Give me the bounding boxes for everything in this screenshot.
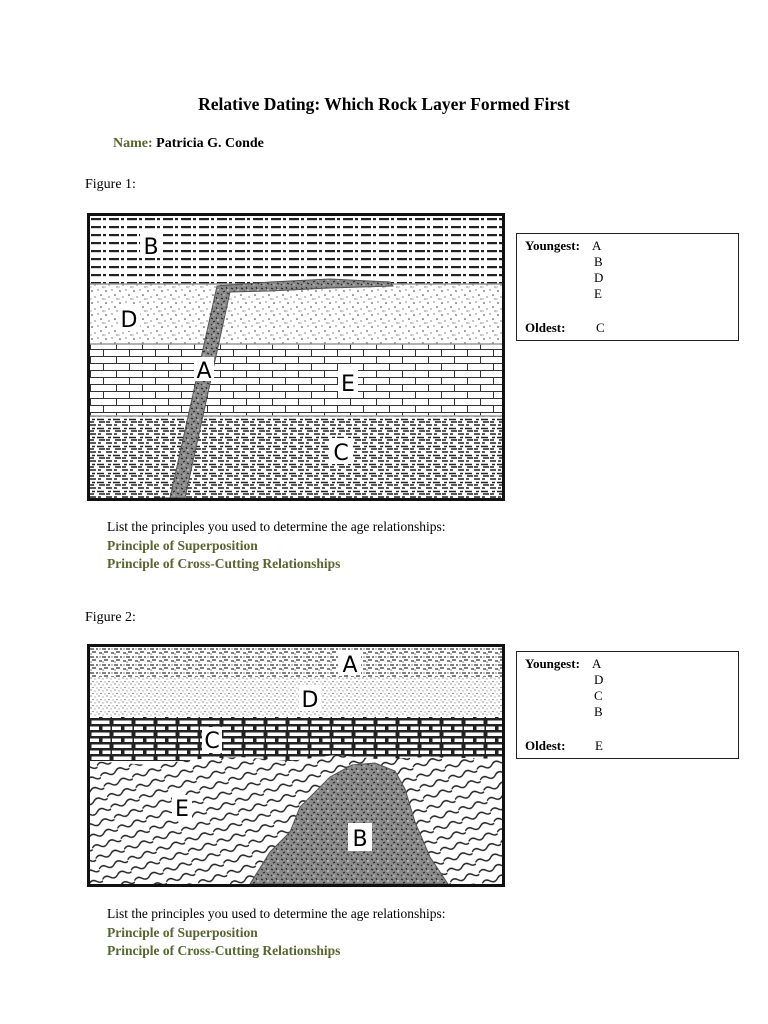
figure-1-diagram	[87, 213, 505, 501]
age-item: C	[596, 320, 605, 335]
label-a: A	[196, 359, 212, 384]
figure-2-diagram	[87, 644, 505, 887]
youngest-label: Youngest:	[525, 238, 580, 253]
name-label: Name:	[113, 136, 153, 151]
label-b: B	[352, 827, 368, 852]
age-item: B	[594, 254, 603, 269]
youngest-label: Youngest:	[525, 656, 580, 671]
figure-2-label: Figure 2:	[85, 610, 136, 625]
label-c: C	[204, 729, 220, 754]
figure-1-principle: Principle of Superposition	[107, 538, 258, 553]
label-d: D	[301, 688, 319, 713]
layer-a	[90, 647, 502, 677]
age-item: B	[594, 704, 603, 719]
label-d: D	[120, 308, 138, 333]
figure-1-age-box	[516, 233, 739, 341]
figure-2-principle: Principle of Cross-Cutting Relationships	[107, 943, 341, 958]
name-row	[113, 136, 264, 152]
oldest-label: Oldest:	[525, 320, 566, 335]
age-item: C	[594, 688, 603, 703]
page-title: Relative Dating: Which Rock Layer Formed First	[198, 94, 570, 114]
figure-2-age-box	[516, 651, 739, 759]
layer-d	[90, 284, 502, 344]
layer-e	[90, 344, 502, 416]
label-e: E	[341, 372, 355, 397]
layer-c	[90, 717, 502, 761]
layer-d	[90, 677, 502, 717]
figure-2-principle: Principle of Superposition	[107, 925, 258, 940]
student-name: Patricia G. Conde	[156, 136, 264, 151]
label-c: C	[333, 441, 349, 466]
figure-1-label: Figure 1:	[85, 177, 136, 192]
figure-1-principle: Principle of Cross-Cutting Relationships	[107, 556, 341, 571]
age-item: D	[594, 270, 604, 285]
figure-2-prompt: List the principles you used to determine the age relationships:	[107, 906, 446, 921]
oldest-label: Oldest:	[525, 738, 566, 753]
age-item: E	[595, 738, 603, 753]
layer-c	[90, 416, 502, 498]
label-e: E	[175, 797, 189, 822]
figure-1-svg	[90, 216, 502, 498]
label-a: A	[342, 653, 358, 678]
label-b: B	[143, 235, 159, 260]
figure-2-svg	[90, 647, 502, 884]
age-item: A	[592, 656, 602, 671]
age-item: A	[592, 238, 602, 253]
age-item: D	[594, 672, 604, 687]
age-item: E	[594, 286, 602, 301]
figure-1-prompt: List the principles you used to determine the age relationships:	[107, 519, 446, 534]
